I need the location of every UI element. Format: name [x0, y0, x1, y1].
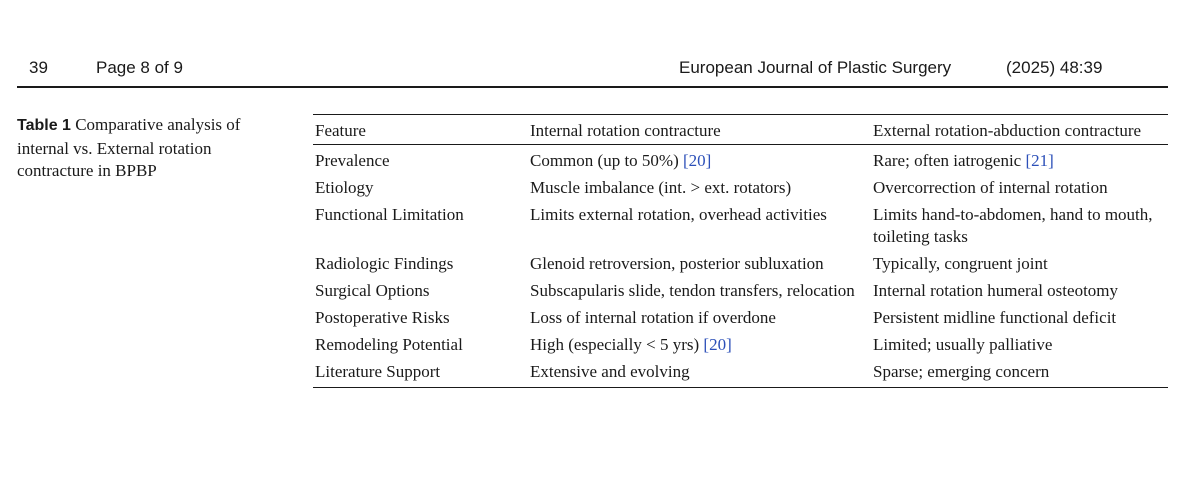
- table-cell: [871, 333, 1168, 360]
- table-cell: [528, 176, 871, 203]
- header-rule: [17, 86, 1168, 88]
- caption-text: Comparative analysis of internal vs. External rotation contracture in BPBP: [17, 115, 241, 180]
- table-row: [313, 252, 1168, 279]
- table-cell: [528, 333, 871, 360]
- table-row: [313, 203, 1168, 252]
- table-cell: [871, 306, 1168, 333]
- table-cell: [871, 252, 1168, 279]
- table-cell: [313, 252, 528, 279]
- table-cell: [313, 306, 528, 333]
- cell-text: Remodeling Potential: [315, 335, 463, 354]
- table-cell: [871, 203, 1168, 252]
- column-header: External rotation-abduction contracture: [873, 121, 1142, 140]
- cell-text: Sparse; emerging concern: [873, 362, 1050, 381]
- cell-text: Subscapularis slide, tendon transfers, relocation: [530, 281, 855, 300]
- table-cell: [313, 145, 528, 177]
- page-number: 39: [29, 58, 48, 77]
- reference-link[interactable]: [20]: [683, 151, 712, 170]
- cell-text: Extensive and evolving: [530, 362, 690, 381]
- cell-text: High (especially < 5 yrs): [530, 335, 704, 354]
- table-cell: [871, 176, 1168, 203]
- cell-text: Common (up to 50%): [530, 151, 683, 170]
- table-cell: [871, 279, 1168, 306]
- cell-text: Literature Support: [315, 362, 441, 381]
- table-cell: [313, 176, 528, 203]
- table-cell: [528, 252, 871, 279]
- column-header: Feature: [315, 121, 366, 140]
- cell-text: Limits hand-to-abdomen, hand to mouth, toileting tasks: [873, 205, 1153, 246]
- page-header: [0, 0, 1200, 90]
- table-cell: [528, 360, 871, 388]
- cell-text: Internal rotation humeral osteotomy: [873, 281, 1119, 300]
- table-row: [313, 176, 1168, 203]
- cell-text: Limits external rotation, overhead activities: [530, 205, 827, 224]
- table-cell: [871, 145, 1168, 177]
- cell-text: Loss of internal rotation if overdone: [530, 308, 776, 327]
- cell-text: Prevalence: [315, 151, 390, 170]
- table-cell: [528, 306, 871, 333]
- journal-name: European Journal of Plastic Surgery: [679, 58, 952, 77]
- cell-text: Functional Limitation: [315, 205, 464, 224]
- reference-link[interactable]: [21]: [1025, 151, 1054, 170]
- comparison-table: [313, 114, 1168, 388]
- cell-text: Etiology: [315, 178, 374, 197]
- table-cell: [528, 145, 871, 177]
- table-header-row: [313, 115, 1168, 145]
- citation: (2025) 48:39: [1006, 58, 1103, 77]
- table-row: [313, 279, 1168, 306]
- table-cell: [528, 203, 871, 252]
- cell-text: Overcorrection of internal rotation: [873, 178, 1108, 197]
- cell-text: Glenoid retroversion, posterior subluxation: [530, 254, 824, 273]
- table-row: [313, 145, 1168, 177]
- table-cell: [313, 333, 528, 360]
- table-cell: [528, 279, 871, 306]
- table-row: [313, 333, 1168, 360]
- column-header: Internal rotation contracture: [530, 121, 721, 140]
- table-row: [313, 360, 1168, 388]
- table-body: [313, 145, 1168, 388]
- cell-text: Persistent midline functional deficit: [873, 308, 1117, 327]
- table-cell: [871, 360, 1168, 388]
- reference-link[interactable]: [20]: [703, 335, 732, 354]
- cell-text: Limited; usually palliative: [873, 335, 1053, 354]
- table-caption: [17, 114, 287, 183]
- cell-text: Surgical Options: [315, 281, 430, 300]
- table-row: [313, 306, 1168, 333]
- table-cell: [313, 360, 528, 388]
- caption-label: Table 1: [17, 117, 71, 134]
- cell-text: Typically, congruent joint: [873, 254, 1048, 273]
- cell-text: Muscle imbalance (int. > ext. rotators): [530, 178, 792, 197]
- cell-text: Postoperative Risks: [315, 308, 450, 327]
- table-cell: [313, 203, 528, 252]
- cell-text: Radiologic Findings: [315, 254, 454, 273]
- table-cell: [313, 279, 528, 306]
- page-of: Page 8 of 9: [96, 58, 183, 77]
- cell-text: Rare; often iatrogenic: [873, 151, 1026, 170]
